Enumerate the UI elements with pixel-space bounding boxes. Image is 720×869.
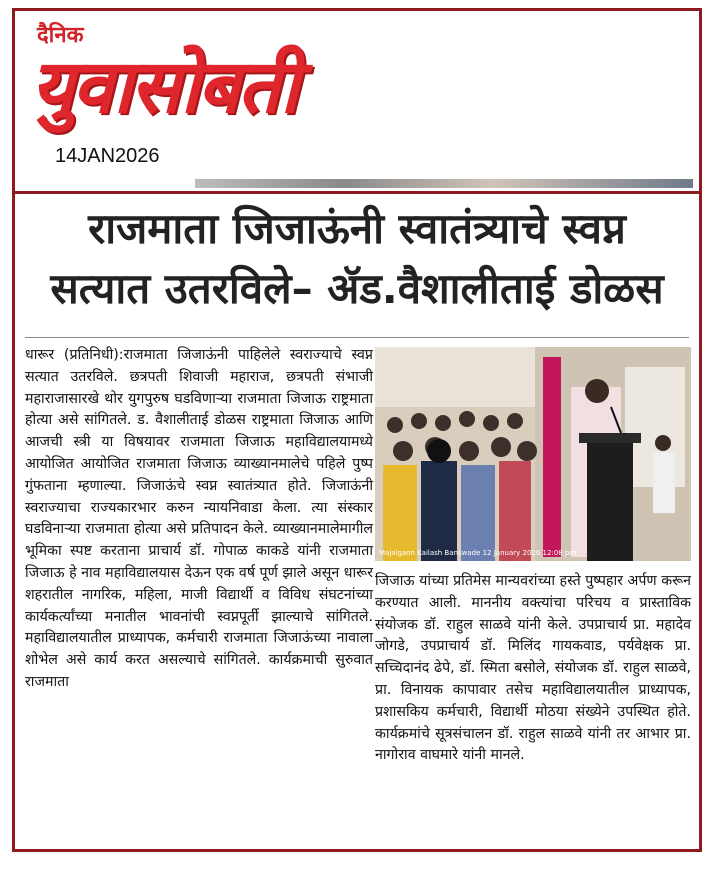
article-column-left: धारूर (प्रतिनिधी):राजमाता जिजाऊंनी पाहिलेले स्वराज्याचे स्वप्न सत्यात उतरविले. छत्रपती शिवाजी महाराज, छत्रपती संभाजी महाराजासारखे थोर युगपुरुष घडविणाऱ्या राजमाता जिजाऊ राष्ट्रमाता होत्या असे सांगितले. ड. वैशालीताई डोळस राष्ट्रमाता जिजाऊ आणि आजची स्त्री या विषयावर राजमाता जिजाऊ महाविद्यालयामध्ये आयोजित आयोजित राजमाता जिजाऊ व्याख्यानमालेचे पहिले पुष्प गुंफताना म्हणाल्या. जिजाऊंचे स्वप्न स्वातंत्र्यात होते. जिजाऊंनी स्वराज्याचा राज्यकारभार करुन न्यायनिवाडा केला. त्या संस्कार घडविनाऱ्या राजमाता होत्या असे प्रतिपादन केले. व्याख्यानमालेमागील भूमिका स्पष्ट करताना प्राचार्य डॉ. गोपाळ काकडे यांनी राजमाता जिजाऊ हे नाव महाविद्यालयास देऊन एक वर्ष पूर्ण झाले असून धारूर शहरातील नागरिक, महिला, माजी विद्यार्थी व विविध संघटनांच्या कार्यकर्त्यांच्या मनातील भावनांची स्वप्नपूर्ती झाल्याचे सांगितले. महाविद्यालयातील प्राध्यापक, कर्मचारी राजमाता जिजाऊंच्या नावाला शोभेल असे कार्य करत असल्याचे सांगितले. कार्यक्रमाची सुरुवात राजमाता: [25, 347, 373, 690]
masthead-photo-strip: [195, 179, 693, 188]
event-photo-illustration: [375, 347, 691, 561]
event-photo: [375, 347, 691, 561]
publication-date: 14JAN2026: [55, 145, 160, 167]
photo-caption: Majalgaon Kailash Banswade 12 January 2026 12:08 pm: [379, 549, 577, 557]
masthead-name: युवासोबती: [31, 44, 298, 130]
masthead: [25, 17, 425, 177]
headline-line-2: सत्यात उतरविले– ॲड.वैशालीताई डोळस: [50, 264, 664, 313]
divider: [25, 337, 689, 338]
divider: [15, 191, 699, 194]
newspaper-clipping: [12, 8, 702, 852]
headline-line-1: राजमाता जिजाऊंनी स्वातंत्र्याचे स्वप्न: [88, 204, 626, 253]
masthead-prefix: दैनिक: [37, 23, 84, 48]
headline: [15, 199, 699, 319]
article-column-right: जिजाऊ यांच्या प्रतिमेस मान्यवरांच्या हस्ते पुष्पहार अर्पण करून करण्यात आली. माननीय वक्त्यांचा परिचय व प्रास्ताविक संयोजक डॉ. राहुल साळवे यांनी केले. उपप्राचार्य प्रा. महादेव जोगडे, उपप्राचार्य डॉ. मिलिंद गायकवाड, पर्यवेक्षक प्रा. सच्चिदानंद ढेपे, डॉ. स्मिता बसोले, संयोजक डॉ. राहुल साळवे, प्रा. विनायक कापावार तसेच महाविद्यालयातील प्राध्यापक, प्रशासकिय कर्मचारी, विद्यार्थी मोठया संख्येने उपस्थित होते. कार्यक्रमांचे सूत्रसंचालन डॉ. राहुल साळवे यांनी तर आभार प्रा. नागोराव वाघमारे यांनी मानले.: [375, 573, 691, 764]
